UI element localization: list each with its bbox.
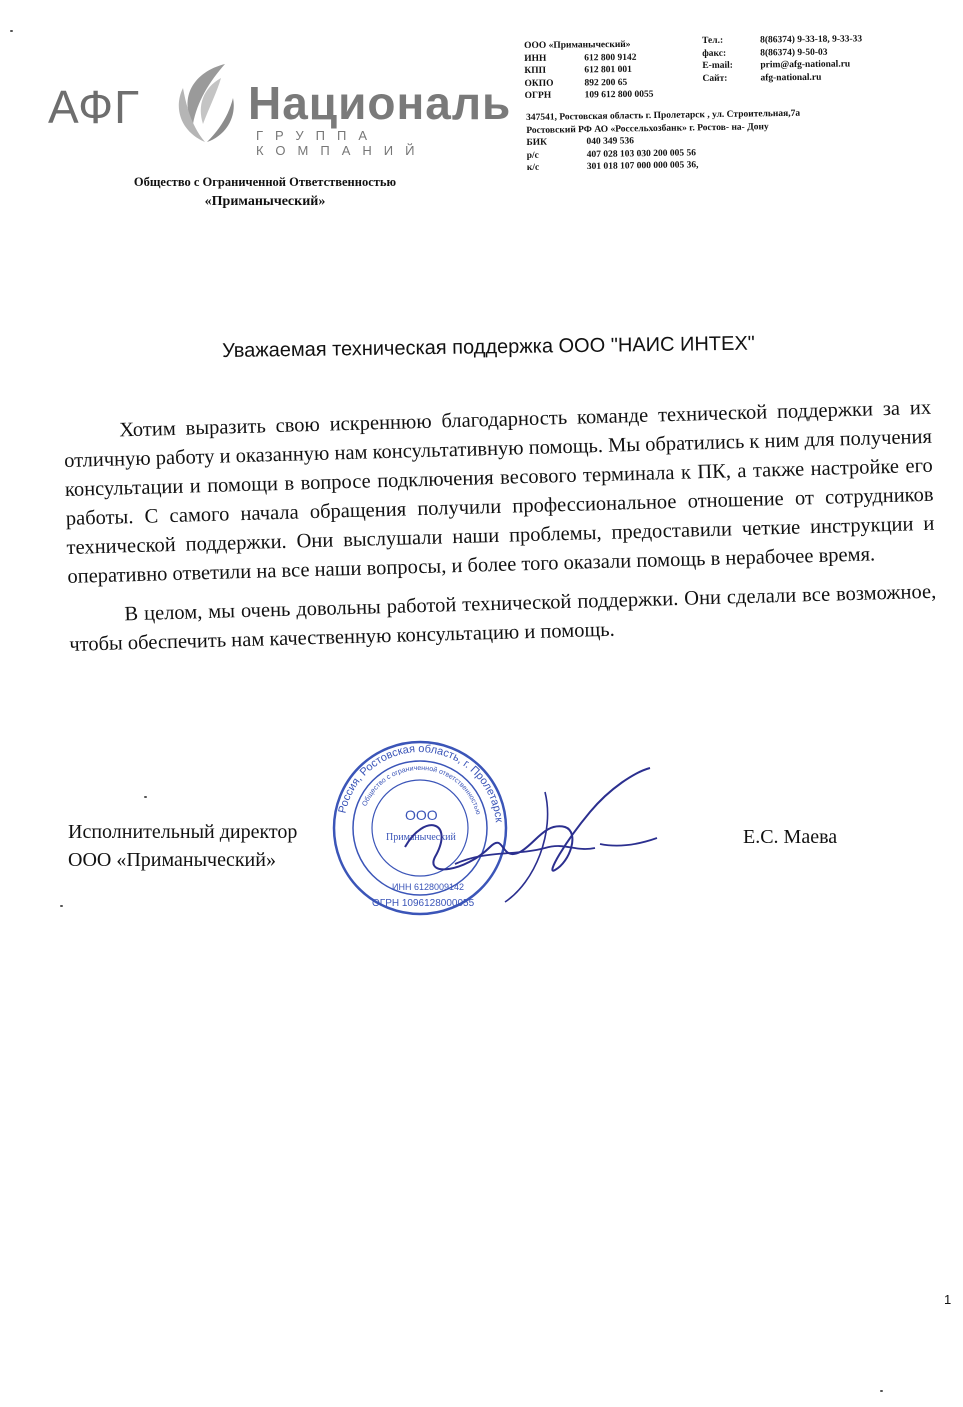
body-paragraph-2: В целом, мы очень довольны работой технической поддержки. Они сделали все возможное, чтобы обеспечить нам качественную консультацию и помощь.	[69, 580, 937, 656]
kpp-value: 612 801 001	[584, 64, 632, 76]
scan-speck	[144, 796, 147, 798]
inn-value: 612 800 9142	[584, 52, 637, 63]
email-label: E-mail:	[702, 60, 733, 71]
requisites-org: ООО «Приманычеcкий»	[524, 39, 631, 51]
signer-title	[68, 818, 297, 874]
ogrn-label: ОГРН	[524, 90, 552, 101]
logo-afg-text: АФГ	[48, 81, 141, 133]
stamp-outer-text: Россия, Ростовская область, г. Пролетарск	[336, 742, 505, 823]
leaf-logo-icon	[163, 58, 253, 148]
tel-row	[702, 33, 862, 47]
fax-label: факс:	[702, 48, 727, 59]
company-line-2: «Приманычеcкий»	[204, 194, 326, 209]
rs-value: 407 028 103 030 200 005 56	[586, 147, 696, 160]
email-value: prim@afg-national.ru	[760, 59, 851, 71]
stamp-inner-text: Общество с ограниченной ответственностью	[361, 764, 482, 816]
scan-speck	[10, 30, 13, 32]
signer-name: Е.С. Маева	[743, 826, 838, 848]
stamp-inn: ИНН 6128009142	[392, 882, 465, 892]
email-row	[702, 58, 862, 72]
rs-label: р/с	[526, 150, 539, 161]
scan-speck	[60, 905, 63, 907]
tel-value: 8(86374) 9-33-18, 9-33-33	[760, 34, 863, 46]
ks-label: к/с	[526, 162, 540, 173]
ogrn-row	[525, 89, 654, 103]
kpp-label: КПП	[524, 65, 547, 76]
body-paragraph-1: Хотим выразить свою искреннюю благодарность команде технической поддержки за их отличную работу и оказанную нам консультативную помощь. Мы обратились к ним для получения консультации и помощи в вопросе подключения весового терминала к ПК, а также настройке его работы. С самого начала обращения получили профессиональное отношение от сотрудников технической поддержки. Они выслушали наши проблемы, предоставили четкие инструкции и оперативно ответили на все наши вопросы, и более того оказали помощь в нерабочее время.	[63, 396, 935, 588]
page-number: 1	[944, 1292, 952, 1307]
address-line: 347541, Ростовская область г. Пролетарск , ул. Строительная,7а	[526, 108, 801, 123]
contacts-block	[702, 33, 863, 85]
tel-label: Тел.:	[702, 35, 724, 46]
stamp-center-ooo: ООО	[405, 807, 438, 823]
bik-value: 040 349 536	[586, 136, 635, 148]
inn-label: ИНН	[524, 53, 547, 64]
ogrn-value: 109 612 800 0055	[584, 89, 654, 101]
logo-national-text: Националь	[248, 77, 512, 129]
stamp-center-name: Приманычеcкий	[386, 832, 456, 843]
company-line-1: Общество с Ограниченной Ответственностью	[133, 175, 397, 189]
company-logo	[48, 58, 512, 158]
salutation: Уважаемая техническая поддержка ООО "НАИС ИНТЕХ"	[222, 332, 755, 362]
company-full-name	[120, 173, 410, 211]
requisites-block	[524, 39, 654, 103]
site-value: afg-national.ru	[760, 72, 822, 83]
okpo-label: ОКПО	[524, 78, 554, 89]
logo-group-text: ГРУППА КОМПАНИЙ	[256, 128, 427, 158]
letter-body	[63, 394, 938, 670]
signer-title-line-2: ООО «Приманычеcкий»	[68, 849, 276, 871]
inn-row	[524, 51, 653, 65]
address-bank-block	[526, 108, 801, 175]
stamp-ogrn: ОГРН 1096128000055	[372, 898, 475, 909]
handwritten-signature	[395, 752, 665, 912]
ks-value: 301 018 107 000 000 005 36,	[586, 160, 699, 173]
fax-value: 8(86374) 9-50-03	[760, 47, 828, 58]
bank-line: Ростовский РФ АО «Россельхозбанк» г. Ростов- на- Дону	[526, 121, 769, 136]
site-row	[702, 71, 862, 85]
bik-label: БИК	[526, 137, 548, 148]
signer-title-line-1: Исполнительный директор	[68, 821, 298, 843]
scan-speck	[880, 1390, 883, 1392]
okpo-value: 892 200 65	[584, 77, 628, 88]
site-label: Сайт:	[702, 73, 728, 84]
